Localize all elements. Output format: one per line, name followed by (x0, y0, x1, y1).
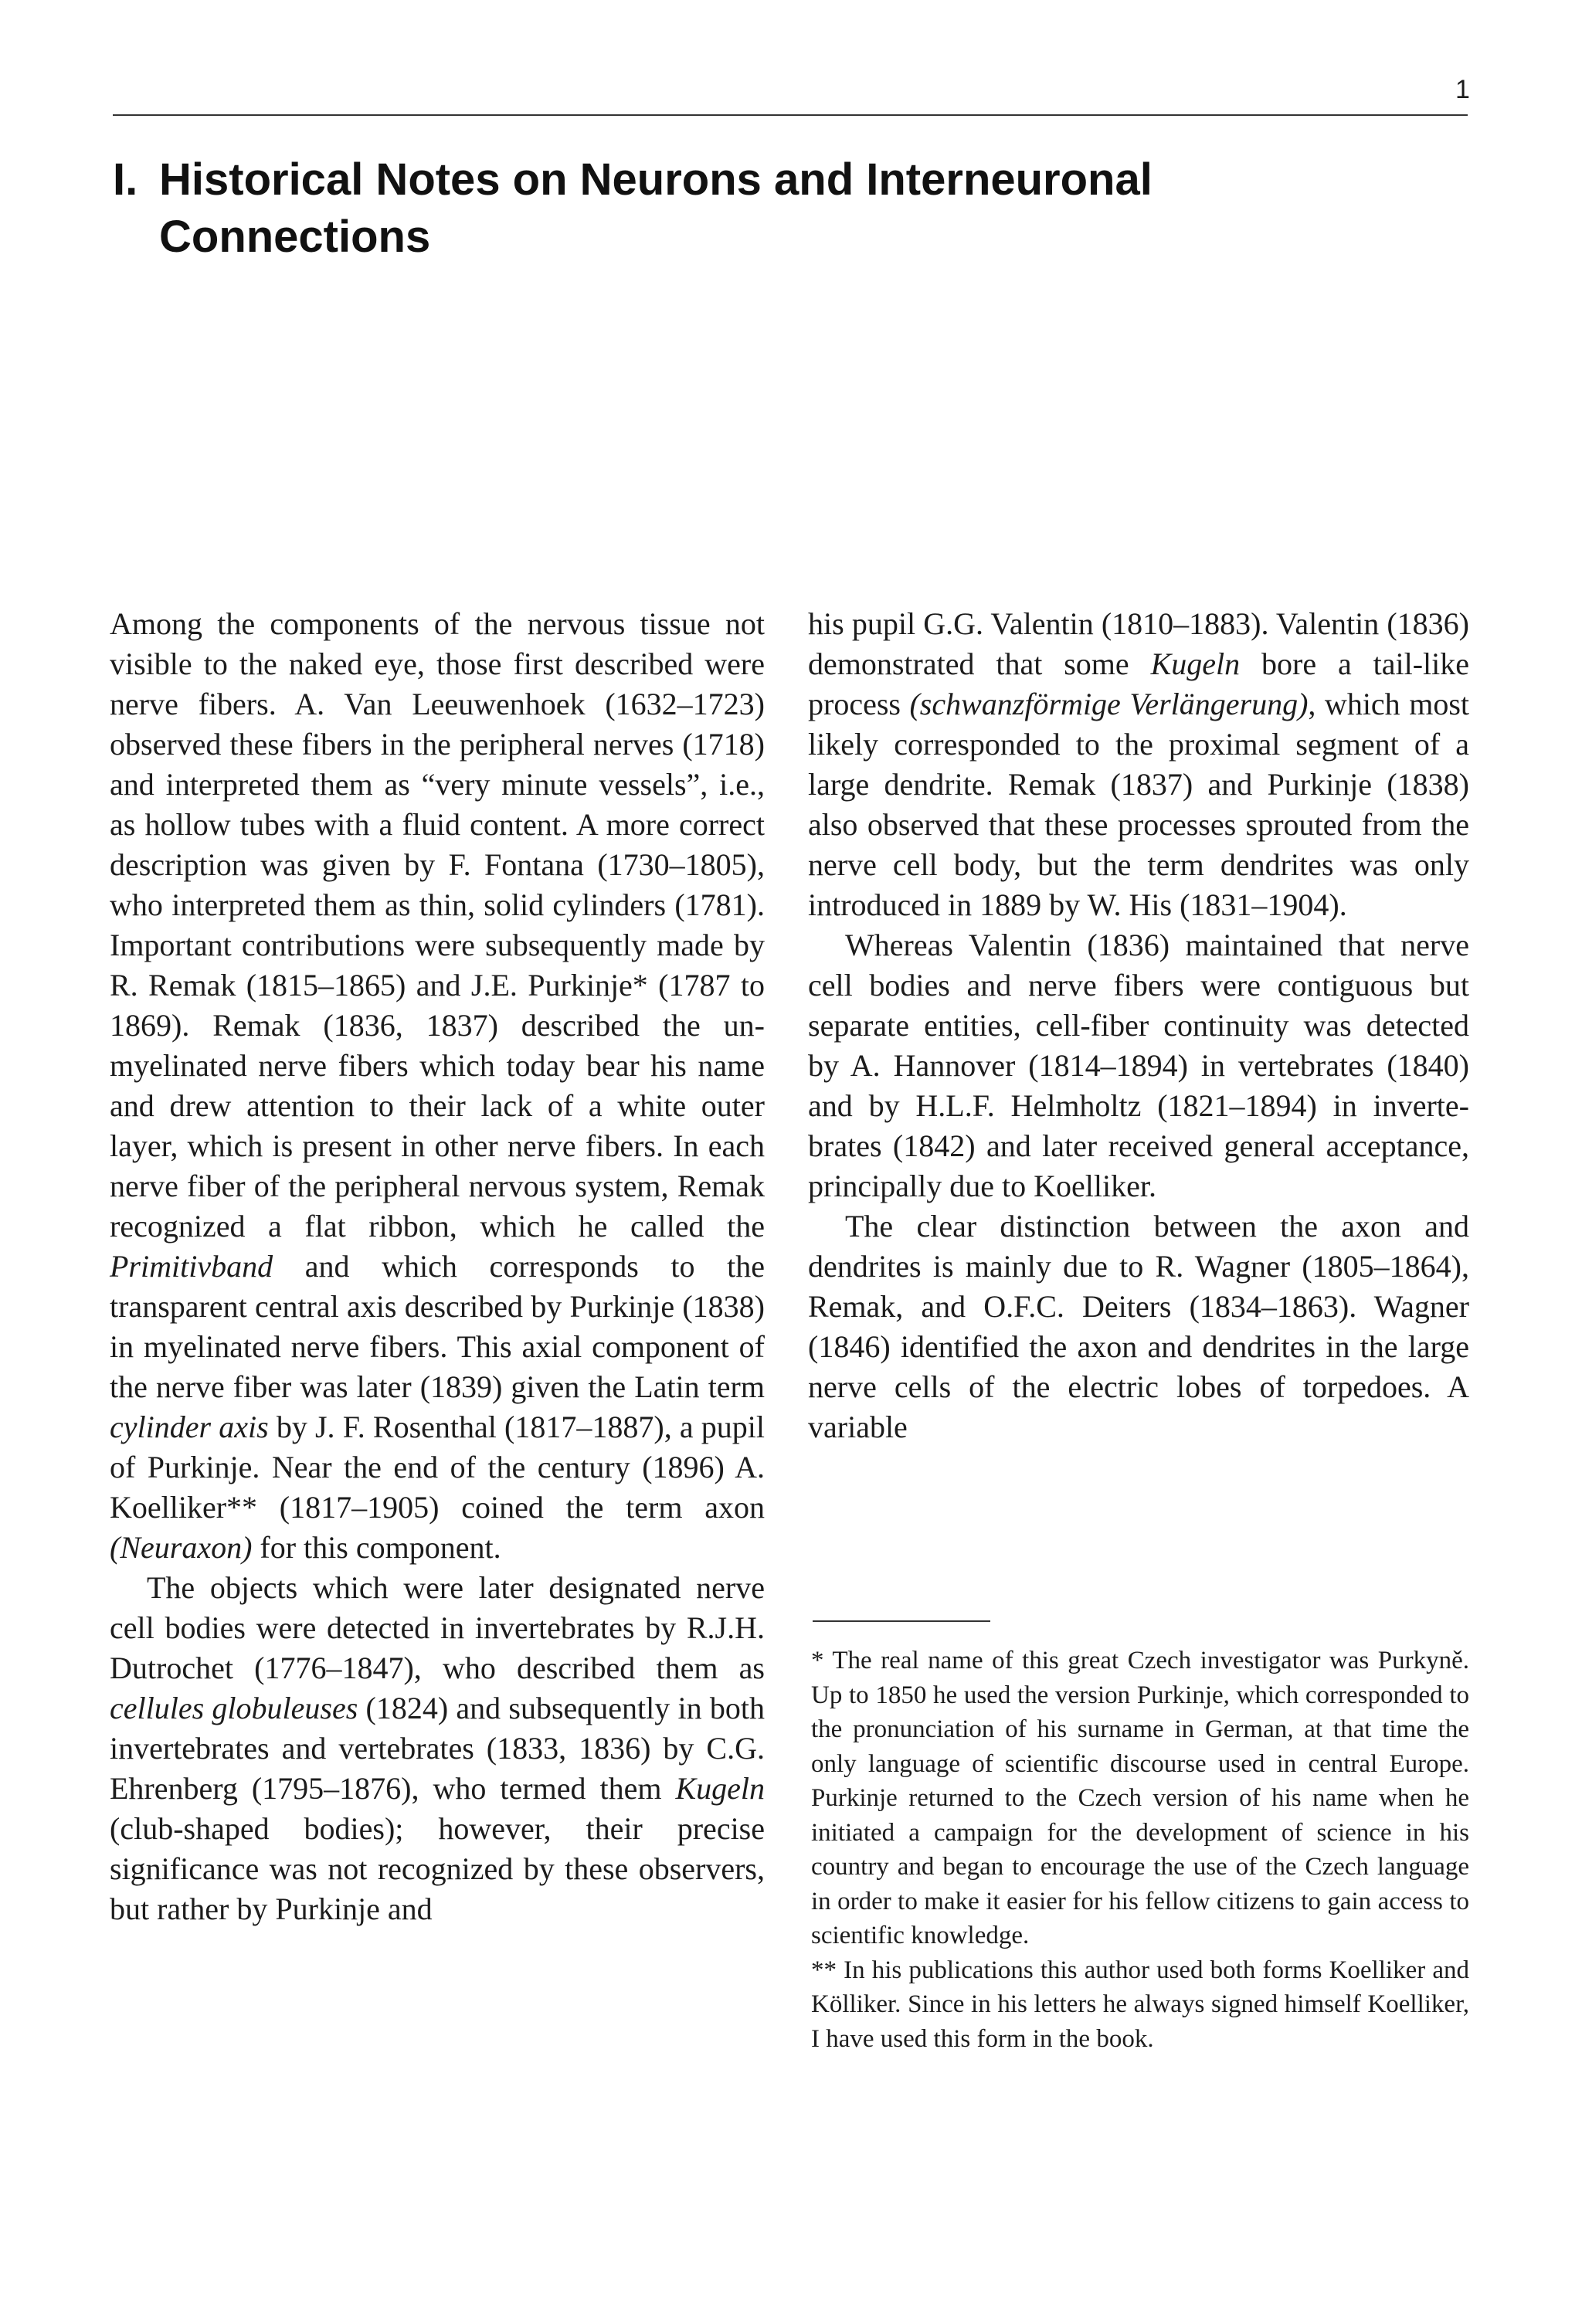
footnote-koelliker: ** In his publications this author used both forms Koelliker and Kölliker. Since in his letters he always signed himself Koelliker, I have used this form in the book. (811, 1956, 1469, 2053)
italic-term: Kugeln (1150, 646, 1241, 681)
italic-term: cylinder axis (110, 1410, 269, 1444)
text-run: for this component. (252, 1530, 501, 1565)
paragraph: The clear distinction between the axon and dendrites is mainly due to R. Wagner (1805–1864), Remak, and O.F.C. Deiters (1834–1863). Wagner (1846) identified the axon and dendrites in the large nerve cells of the electric lobes of torpedoes. A variable (808, 1209, 1469, 1444)
footnote-purkinje: * The real name of this great Czech investigator was Purkyně. Up to 1850 he used the version Purkinje, which corresponded to the pronunciation of his surname in German, at that time the only language of scientific discourse used in central Europe. Purkinje returned to the Czech version of his name when he initiated a campaign for the development of science in his country and began to encourage the use of the Czech language in order to make it easier for his fellow citizens to gain access to scientific knowledge. (811, 1647, 1469, 1949)
chapter-title-line-2: Connections (159, 212, 431, 262)
left-column (110, 604, 765, 1929)
italic-term: Kugeln (675, 1771, 765, 1806)
text-run: by J. F. Rosenthal (1817–1887), a pupil of Purkinje. Near the end of the century (1896) A. Koelliker** (1817–1905) coined the term axon (110, 1410, 765, 1525)
italic-term: (schwanzförmige Verlängerung) (909, 687, 1309, 721)
text-run: (club-shaped bodies); however, their precise significance was not recognized by these observers, but rather by Purkinje and (110, 1811, 765, 1926)
text-run: , which most likely corresponded to the proximal segment of a large dendrite. Remak (1837) and Purkinje (1838) also observed that these processes sprouted from the nerve cell body, but the term dendrites was only introduced in 1889 by W. His (1831–1904). (808, 687, 1469, 922)
paragraph (110, 1568, 765, 1929)
paragraph: Whereas Valentin (1836) maintained that nerve cell bodies and nerve fibers were contiguous but separate entities, cell-fiber continuity was detected by A. Hannover (1814–1894) in vertebrates (1840) and by H.L.F. Helmholtz (1821–1894) in invertebrates (1842) and later received general acceptance, principally due to Koelliker. (808, 928, 1469, 1203)
paragraph (808, 604, 1469, 925)
footnote-rule (813, 1620, 990, 1622)
chapter-title (113, 151, 1426, 266)
text-run: Among the components of the nervous tissue not visible to the naked eye, those first described were nerve fibers. A. Van Leeuwenhoek (1632–1723) observed these fibers in the peripheral nerves (1718) and interpreted them as “very minute vessels”, i.e., as hollow tubes with a fluid content. A more correct description was given by F. Fontana (1730–1805), who interpreted them as thin, solid cylinders (1781). Important contributions were subsequently made by R. Remak (1815–1865) and J.E. Purkinje* (1787 to 1869). Remak (1836, 1837) described the unmyelinated nerve fibers which today bear his name and drew attention to their lack of a white outer layer, which is present in other nerve fibers. In each nerve fiber of the peripheral nervous system, Remak recognized a flat ribbon, which he called the (110, 606, 765, 1243)
italic-term: (Neuraxon) (110, 1530, 253, 1565)
chapter-number: I. (113, 154, 138, 205)
chapter-title-line-1: Historical Notes on Neurons and Interneuronal (159, 154, 1153, 205)
italic-term: Primitivband (110, 1249, 273, 1284)
text-run: (1824) and subsequently in both invertebrates and vertebrates (1833, 1836) by C.G. Ehrenberg (1795–1876), who termed them (110, 1691, 765, 1806)
italic-term: cellules globuleuses (110, 1691, 358, 1725)
header-rule (113, 114, 1468, 116)
text-run: bore a tail-like process (808, 646, 1469, 721)
text-run: The objects which were later designated nerve cell bodies were detected in invertebrates by R.J.H. Dutrochet (1776–1847), who described them as (110, 1570, 765, 1685)
text-run: and which corresponds to the transparent central axis described by Purkinje (1838) in myelinated nerve fibers. This axial component of the nerve fiber was later (1839) given the Latin term (110, 1249, 765, 1404)
page-number: 1 (1455, 75, 1470, 104)
text-run: his pupil G.G. Valentin (1810–1883). Valentin (1836) demonstrated that some (808, 606, 1469, 681)
paragraph (110, 604, 765, 1568)
footnotes (811, 1644, 1469, 2056)
right-column (808, 604, 1469, 1447)
